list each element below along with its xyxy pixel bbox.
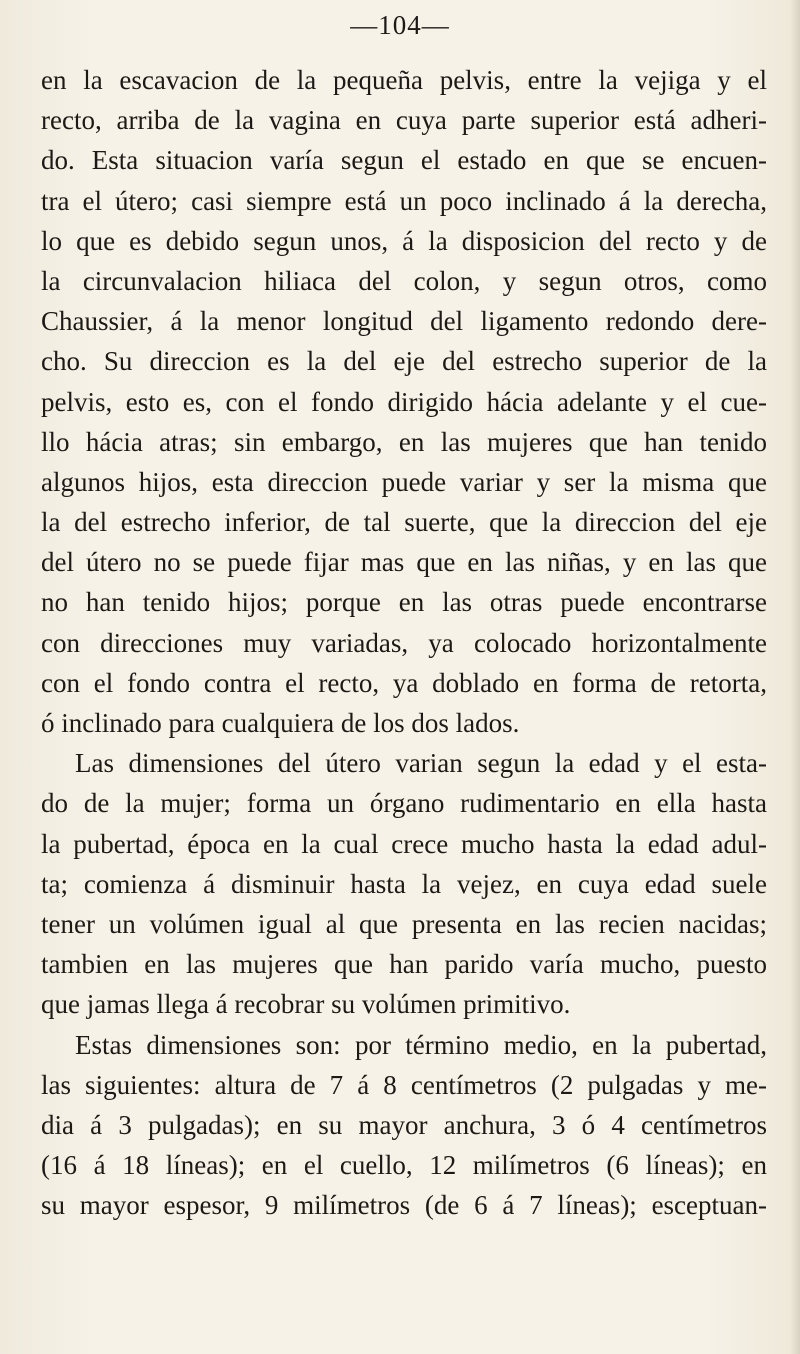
page-edge-shadow (790, 0, 800, 1354)
text-line: en la escavacion de la pequeña pelvis, entre la vejiga y el (41, 65, 767, 95)
text-line: que jamas llega á recobrar su volúmen primitivo. (41, 989, 571, 1020)
text-line: recto, arriba de la vagina en cuya parte superior está adheri- (41, 105, 767, 136)
text-line: lo que es debido segun unos, á la disposicion del recto y de (41, 225, 767, 256)
text-line: tambien en las mujeres que han parido varía mucho, puesto (41, 949, 767, 980)
text-line: la circunvalacion hiliaca del colon, y segun otros, como (41, 265, 767, 296)
text-line: ó inclinado para cualquiera de los dos lados. (41, 708, 520, 738)
text-line: tra el útero; casi siempre está un poco inclinado á la derecha, (41, 185, 767, 216)
text-line: do de la mujer; forma un órgano rudimentario en ella hasta (41, 788, 767, 819)
text-line: llo hácia atras; sin embargo, en las mujeres que han tenido (41, 426, 767, 457)
text-line: tener un volúmen igual al que presenta en las recien nacidas; (41, 908, 767, 939)
body-text (41, 60, 767, 1225)
text-line: ta; comienza á disminuir hasta la vejez, en cuya edad suele (41, 868, 767, 899)
text-line: (16 á 18 líneas); en el cuello, 12 milímetros (6 líneas); en (41, 1150, 767, 1181)
text-line: la pubertad, época en la cual crece mucho hasta la edad adul- (41, 828, 767, 859)
text-line: algunos hijos, esta direccion puede variar y ser la misma que (41, 466, 767, 497)
text-line: no han tenido hijos; porque en las otras puede encontrarse (41, 587, 767, 618)
text-line: su mayor espesor, 9 milímetros (de 6 á 7 líneas); esceptuan- (41, 1190, 767, 1221)
text-line: do. Esta situacion varía segun el estado en que se encuen- (41, 145, 767, 176)
paragraph-start-line: Las dimensiones del útero varian segun la edad y el esta- (75, 748, 767, 779)
text-line: pelvis, esto es, con el fondo dirigido hácia adelante y el cue- (41, 386, 767, 417)
paragraph-start-line: Estas dimensiones son: por término medio, en la pubertad, (75, 1029, 767, 1060)
text-line: las siguientes: altura de 7 á 8 centímetros (2 pulgadas y me- (41, 1069, 767, 1100)
text-line: cho. Su direccion es la del eje del estrecho superior de la (41, 346, 767, 377)
text-line: Chaussier, á la menor longitud del ligamento redondo dere- (41, 306, 767, 337)
text-line: del útero no se puede fijar mas que en las niñas, y en las que (41, 547, 767, 578)
text-line: con el fondo contra el recto, ya doblado en forma de retorta, (41, 667, 767, 698)
text-line: con direcciones muy variadas, ya colocado horizontalmente (41, 627, 767, 658)
text-line: dia á 3 pulgadas); en su mayor anchura, 3 ó 4 centímetros (41, 1109, 767, 1140)
text-line: la del estrecho inferior, de tal suerte, que la direccion del eje (41, 507, 767, 538)
page-number: —104— (350, 10, 450, 40)
